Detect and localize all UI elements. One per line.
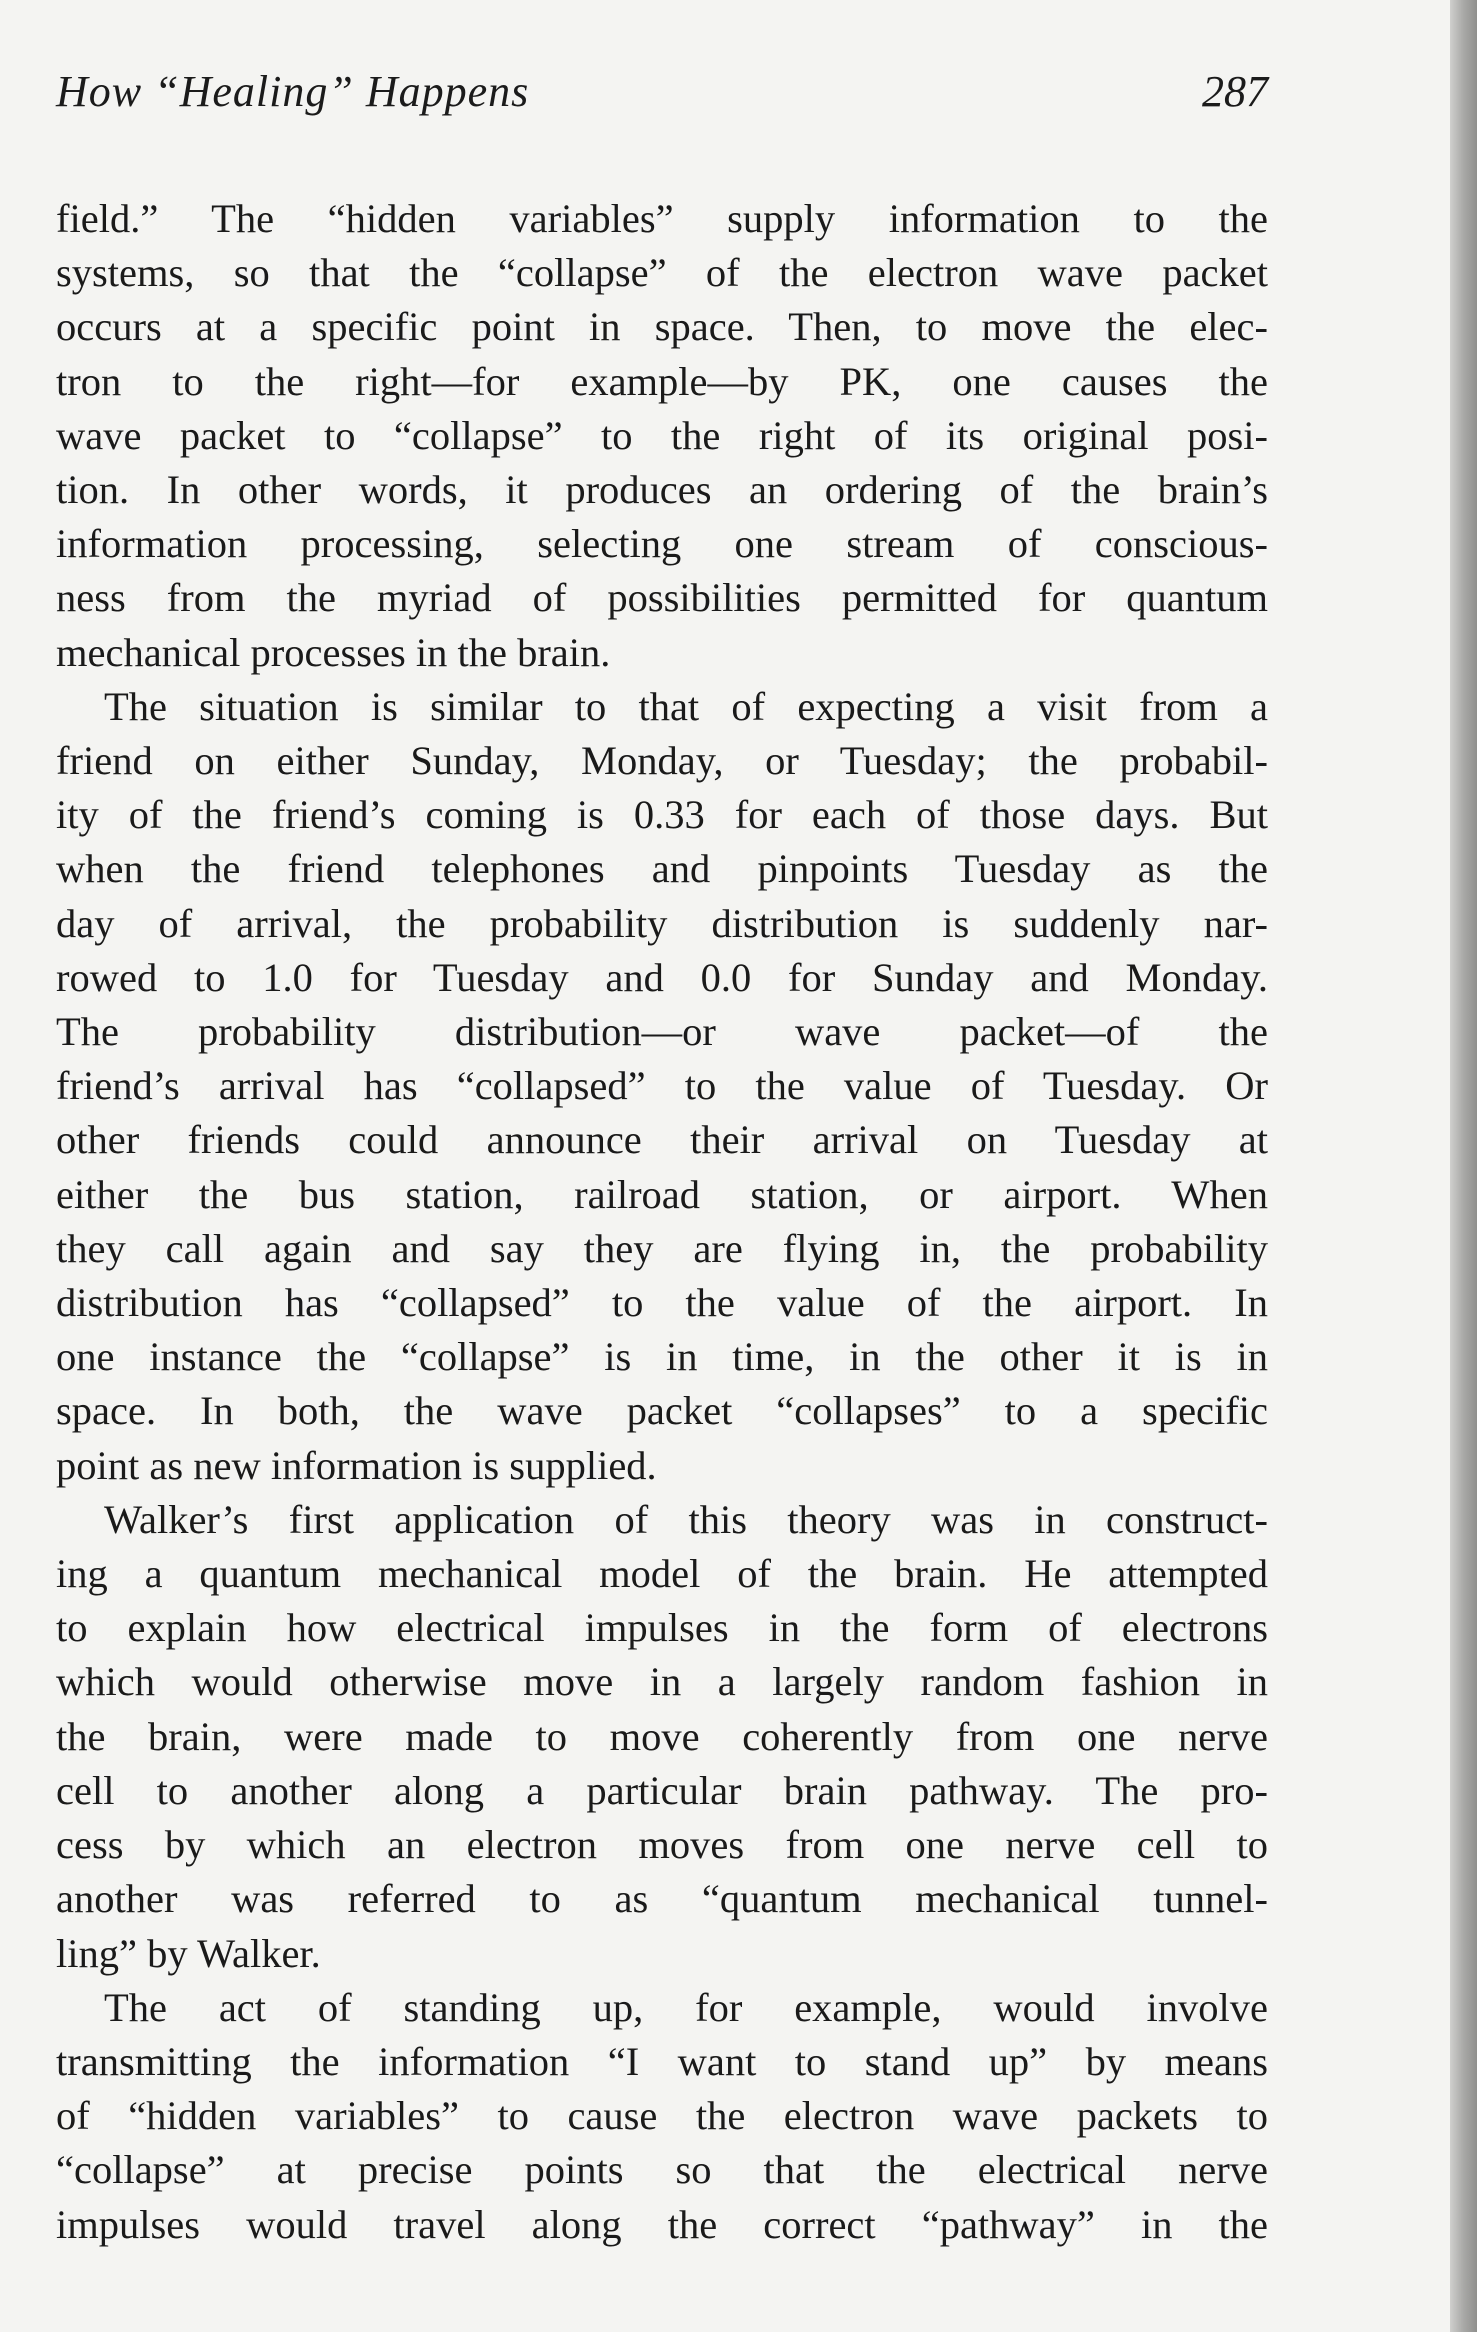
text-line: occurs at a specific point in space. Then, to move the elec- xyxy=(56,304,1268,350)
text-line: rowed to 1.0 for Tuesday and 0.0 for Sunday and Monday. xyxy=(56,954,1268,1000)
text-line: wave packet to “collapse” to the right of its original posi- xyxy=(56,412,1268,458)
text-line: friend’s arrival has “collapsed” to the value of Tuesday. Or xyxy=(56,1063,1268,1109)
text-line: another was referred to as “quantum mechanical tunnel- xyxy=(56,1876,1268,1922)
text-line: when the friend telephones and pinpoints Tuesday as the xyxy=(56,846,1268,892)
text-line: Walker’s first application of this theory was in construct- xyxy=(104,1496,1268,1542)
text-line: field.” The “hidden variables” supply information to the xyxy=(56,196,1268,241)
text-line: one instance the “collapse” is in time, in the other it is in xyxy=(56,1334,1268,1380)
text-line: which would otherwise move in a largely random fashion in xyxy=(56,1659,1268,1705)
text-line: they call again and say they are flying in, the probability xyxy=(56,1225,1268,1271)
text-line: tion. In other words, it produces an ordering of the brain’s xyxy=(56,467,1268,513)
running-header xyxy=(56,66,1268,126)
running-title: How “Healing” Happens xyxy=(56,67,530,116)
text-line: other friends could announce their arrival on Tuesday at xyxy=(56,1117,1268,1163)
text-line: transmitting the information “I want to stand up” by means xyxy=(56,2038,1268,2084)
text-line: The probability distribution—or wave packet—of the xyxy=(56,1009,1268,1055)
text-line: either the bus station, railroad station, or airport. When xyxy=(56,1171,1268,1217)
text-line: distribution has “collapsed” to the value of the airport. In xyxy=(56,1280,1268,1326)
text-line: The situation is similar to that of expecting a visit from a xyxy=(104,683,1268,729)
text-line: friend on either Sunday, Monday, or Tuesday; the probabil- xyxy=(56,738,1268,784)
text-line: information processing, selecting one stream of conscious- xyxy=(56,521,1268,567)
text-line: day of arrival, the probability distribution is suddenly nar- xyxy=(56,900,1268,946)
text-line: tron to the right—for example—by PK, one causes the xyxy=(56,358,1268,404)
text-line: “collapse” at precise points so that the electrical nerve xyxy=(56,2147,1268,2193)
text-line: systems, so that the “collapse” of the electron wave packet xyxy=(56,250,1268,296)
text-line: ness from the myriad of possibilities permitted for quantum xyxy=(56,575,1268,621)
text-line: cess by which an electron moves from one nerve cell to xyxy=(56,1822,1268,1868)
text-line: The act of standing up, for example, would involve xyxy=(104,1984,1268,2030)
text-line: ling” by Walker. xyxy=(56,1930,321,1976)
text-line: impulses would travel along the correct “pathway” in the xyxy=(56,2201,1268,2247)
text-line: space. In both, the wave packet “collapses” to a specific xyxy=(56,1388,1268,1434)
body-text xyxy=(56,192,1268,2252)
text-line: of “hidden variables” to cause the electron wave packets to xyxy=(56,2093,1268,2139)
text-line: ity of the friend’s coming is 0.33 for each of those days. But xyxy=(56,792,1268,838)
text-line: ing a quantum mechanical model of the brain. He attempted xyxy=(56,1551,1268,1597)
text-line: mechanical processes in the brain. xyxy=(56,629,611,675)
text-line: cell to another along a particular brain pathway. The pro- xyxy=(56,1767,1268,1813)
text-line: the brain, were made to move coherently from one nerve xyxy=(56,1713,1268,1759)
page-number: 287 xyxy=(1202,67,1268,116)
text-line: to explain how electrical impulses in the form of electrons xyxy=(56,1605,1268,1651)
text-line: point as new information is supplied. xyxy=(56,1442,657,1488)
page-edge-shadow xyxy=(1450,0,1477,2332)
